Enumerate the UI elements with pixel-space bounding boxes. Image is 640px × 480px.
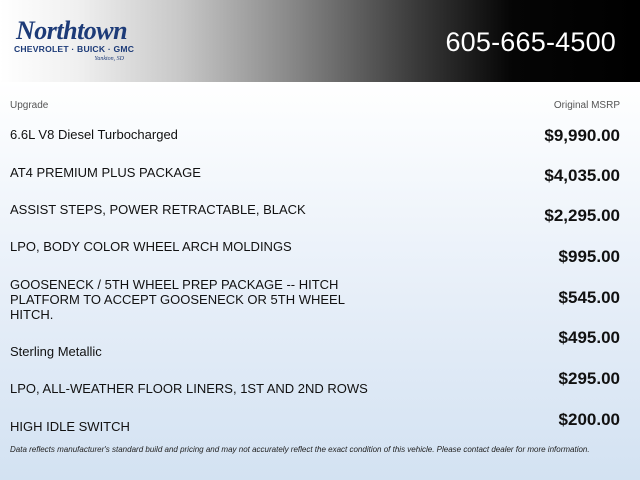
logo-city: Yankton, SD xyxy=(94,56,124,62)
upgrade-name: GOOSENECK / 5TH WHEEL PREP PACKAGE -- HITCH PLATFORM TO ACCEPT GOOSENECK OR 5TH WHEEL HITCH. xyxy=(10,277,345,322)
upgrade-name: Sterling Metallic xyxy=(10,344,102,359)
upgrade-price: $495.00 xyxy=(558,328,620,347)
logo-brands: CHEVROLET · BUICK · GMC xyxy=(14,44,135,54)
upgrade-name: ASSIST STEPS, POWER RETRACTABLE, BLACK xyxy=(10,202,306,217)
upgrade-price: $9,990.00 xyxy=(544,126,620,145)
upgrade-name: 6.6L V8 Diesel Turbocharged xyxy=(10,127,178,142)
upgrade-name: LPO, BODY COLOR WHEEL ARCH MOLDINGS xyxy=(10,239,292,254)
upgrade-price: $295.00 xyxy=(558,369,620,388)
dealer-logo xyxy=(12,16,135,66)
upgrade-name: LPO, ALL-WEATHER FLOOR LINERS, 1ST AND 2ND ROWS xyxy=(10,381,368,396)
logo-wordmark: Northtown xyxy=(16,16,128,45)
upgrade-price: $545.00 xyxy=(558,288,620,307)
upgrade-price: $4,035.00 xyxy=(544,166,620,185)
header-banner xyxy=(0,0,640,82)
upgrade-price: $200.00 xyxy=(558,410,620,429)
upgrade-name: AT4 PREMIUM PLUS PACKAGE xyxy=(10,165,201,180)
disclaimer-text: Data reflects manufacturer's standard build and pricing and may not accurately reflect the exact condition of this vehicle. Please contact dealer for more information. xyxy=(10,445,590,454)
dealer-phone: 605-665-4500 xyxy=(445,27,616,57)
upgrade-price: $2,295.00 xyxy=(544,206,620,225)
upgrade-price: $995.00 xyxy=(558,247,620,266)
upgrade-name: HIGH IDLE SWITCH xyxy=(10,419,130,434)
column-header-upgrade: Upgrade xyxy=(10,100,49,111)
column-header-msrp: Original MSRP xyxy=(553,100,620,111)
